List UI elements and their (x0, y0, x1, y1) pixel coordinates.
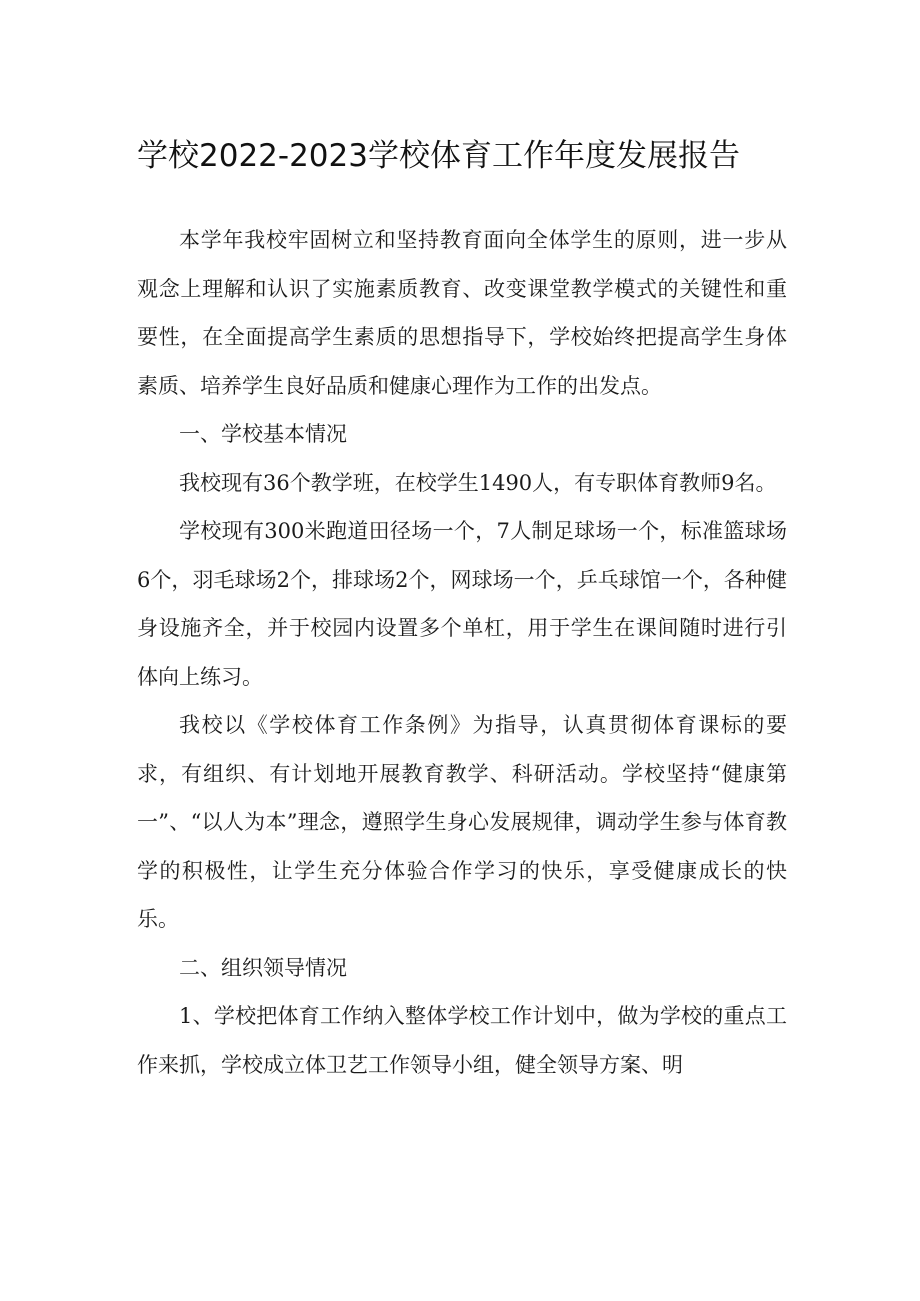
paragraph-leadership-1: 1、学校把体育工作纳入整体学校工作计划中，做为学校的重点工作来抓，学校成立体卫艺工作领导小组，健全领导方案、明 (137, 1004, 787, 1077)
section-heading-leadership: 二、组织领导情况 (179, 955, 347, 980)
paragraph-facilities: 学校现有300米跑道田径场一个，7人制足球场一个，标准篮球场6个，羽毛球场2个，排球场2个，网球场一个，乒乓球馆一个，各种健身设施齐全，并于校园内设置多个单杠，用于学生在课间随时进行引体向上练习。 (137, 519, 787, 689)
document-title: 学校2022-2023学校体育工作年度发展报告 (137, 138, 740, 174)
paragraph-guidance: 我校以《学校体育工作条例》为指导，认真贯彻体育课标的要求，有组织、有计划地开展教育教学、科研活动。学校坚持“健康第一”、“以人为本”理念，遵照学生身心发展规律，调动学生参与体育教学的积极性，让学生充分体验合作学习的快乐，享受健康成长的快乐。 (137, 713, 787, 931)
section-heading-basic-info: 一、学校基本情况 (179, 422, 347, 446)
paragraph-class-stats: 我校现有36个教学班，在校学生1490人，有专职体育教师9名。 (179, 470, 777, 495)
paragraph-intro: 本学年我校牢固树立和坚持教育面向全体学生的原则，进一步从观念上理解和认识了实施素质教育、改变课堂教学模式的关键性和重要性，在全面提高学生素质的思想指导下，学校始终把提高学生身体素质、培养学生良好品质和健康心理作为工作的出发点。 (137, 228, 787, 398)
document-body (137, 216, 787, 1089)
